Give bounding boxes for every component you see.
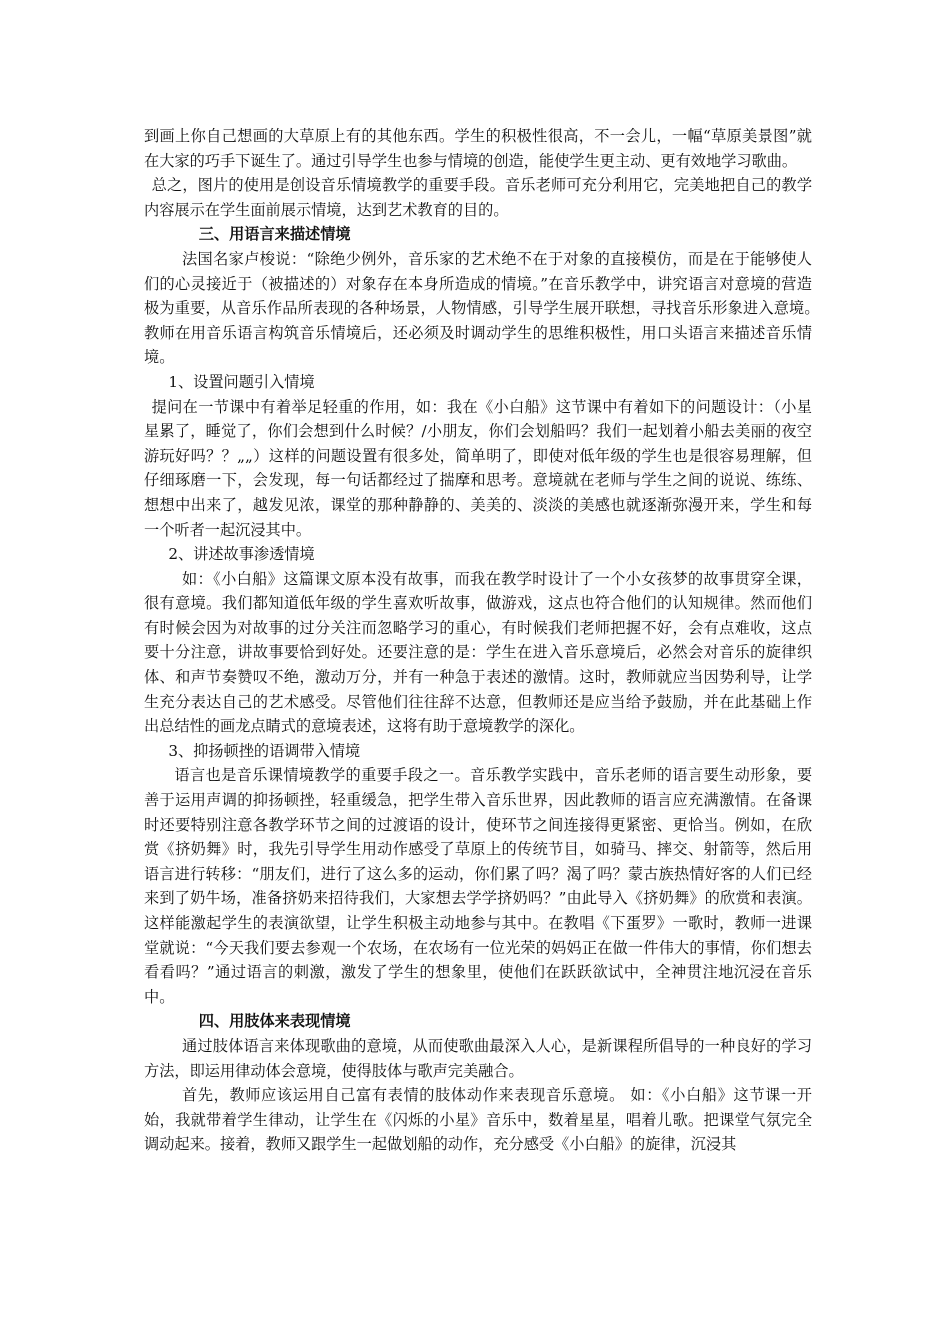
subsection-heading: 2、讲述故事渗透情境 xyxy=(168,545,315,564)
paragraph: 如：《小白船》这篇课文原本没有故事，而我在教学时设计了一个小女孩梦的故事贯穿全课，很有意境。我们都知道低年级的学生喜欢听故事，做游戏，这点也符合他们的认知规律。然而他们有时候会因为对故事的过分关注而忽略学习的重心，有时候我们老师把握不好，会有点难收，这点要十分注意，讲故事要恰到好处。还要注意的是：学生在进入音乐意境后，必然会对音乐的旋律织体、和声节奏赞叹不绝，激动万分，并有一种急于表述的激情。这时，教师就应当因势利导，让学生充分表达自己的艺术感受。尽管他们往往辞不达意，但教师还是应当给予鼓励，并在此基础上作出总结性的画龙点睛式的意境表述，这将有助于意境教学的深化。 xyxy=(144,569,812,736)
paragraph: 提问在一节课中有着举足轻重的作用，如：我在《小白船》这节课中有着如下的问题设计：（小星星累了，睡觉了，你们会想到什么时候？/小朋友，你们会划船吗？我们一起划着小船去美丽的夜空游玩好吗？？„„）这样的问题设置有很多处，简单明了，即使对低年级的学生也是很容易理解，但仔细琢磨一下，会发现，每一句话都经过了揣摩和思考。意境就在老师与学生之间的说说、练练、想想中出来了，越发见浓，课堂的那种静静的、美美的、淡淡的美感也就逐渐弥漫开来，学生和每一个听者一起沉浸其中。 xyxy=(144,397,812,539)
document-page xyxy=(144,124,828,1157)
paragraph: 语言也是音乐课情境教学的重要手段之一。音乐教学实践中，音乐老师的语言要生动形象，要善于运用声调的抑扬顿挫，轻重缓急，把学生带入音乐世界，因此教师的语言应充满激情。在备课时还要特别注意各教学环节之间的过渡语的设计，使环节之间连接得更紧密、更恰当。例如，在欣赏《挤奶舞》时，我先引导学生用动作感受了草原上的传统节目，如骑马、摔交、射箭等，然后用语言进行转移：“朋友们，进行了这么多的运动，你们累了吗？渴了吗？蒙古族热情好客的人们已经来到了奶牛场，准备挤奶来招待我们，大家想去学学挤奶吗？”由此导入《挤奶舞》的欣赏和表演。这样能激起学生的表演欲望，让学生积极主动地参与其中。在教唱《下蛋罗》一歌时，教师一进课堂就说：“今天我们要去参观一个农场，在农场有一位光荣的妈妈正在做一件伟大的事情，你们想去看看吗？”通过语言的刺激，激发了学生的想象里，使他们在跃跃欲试中，全神贯注地沉浸在音乐中。 xyxy=(144,766,812,1006)
paragraph: 通过肢体语言来体现歌曲的意境，从而使歌曲最深入人心，是新课程所倡导的一种良好的学习方法，即运用律动体会意境，使得肢体与歌声完美融合。 xyxy=(144,1036,812,1080)
section-heading: 三、用语言来描述情境 xyxy=(198,225,351,244)
paragraph: 首先，教师应该运用自己富有表情的肢体动作来表现音乐意境。 如：《小白船》这节课一开始，我就带着学生律动，让学生在《闪烁的小星》音乐中，数着星星，唱着儿歌。把课堂气氛完全调动起来。接着，教师又跟学生一起做划船的动作，充分感受《小白船》的旋律，沉浸其 xyxy=(144,1086,812,1154)
paragraph: 到画上你自己想画的大草原上有的其他东西。学生的积极性很高，不一会儿，一幅“草原美景图”就在大家的巧手下诞生了。通过引导学生也参与情境的创造，能使学生更主动、更有效地学习歌曲。 xyxy=(144,127,812,170)
subsection-heading: 1、设置问题引入情境 xyxy=(168,372,315,391)
paragraph: 法国名家卢梭说：“除绝少例外，音乐家的艺术绝不在于对象的直接模仿，而是在于能够使人们的心灵接近于（被描述的）对象存在本身所造成的情境。”在音乐教学中，讲究语言对意境的营造极为重要，从音乐作品所表现的各种场景，人物情感，引导学生展开联想，寻找音乐形象进入意境。 教师在用音乐语言构筑音乐情境后，还必须及时调动学生的思维积极性，用口头语言来描述音乐情境。 xyxy=(144,249,828,367)
section-heading: 四、用肢体来表现情境 xyxy=(198,1012,351,1031)
subsection-heading: 3、抑扬顿挫的语调带入情境 xyxy=(168,741,361,760)
paragraph: 总之，图片的使用是创设音乐情境教学的重要手段。音乐老师可充分利用它，完美地把自己的教学内容展示在学生面前展示情境，达到艺术教育的目的。 xyxy=(144,176,812,219)
